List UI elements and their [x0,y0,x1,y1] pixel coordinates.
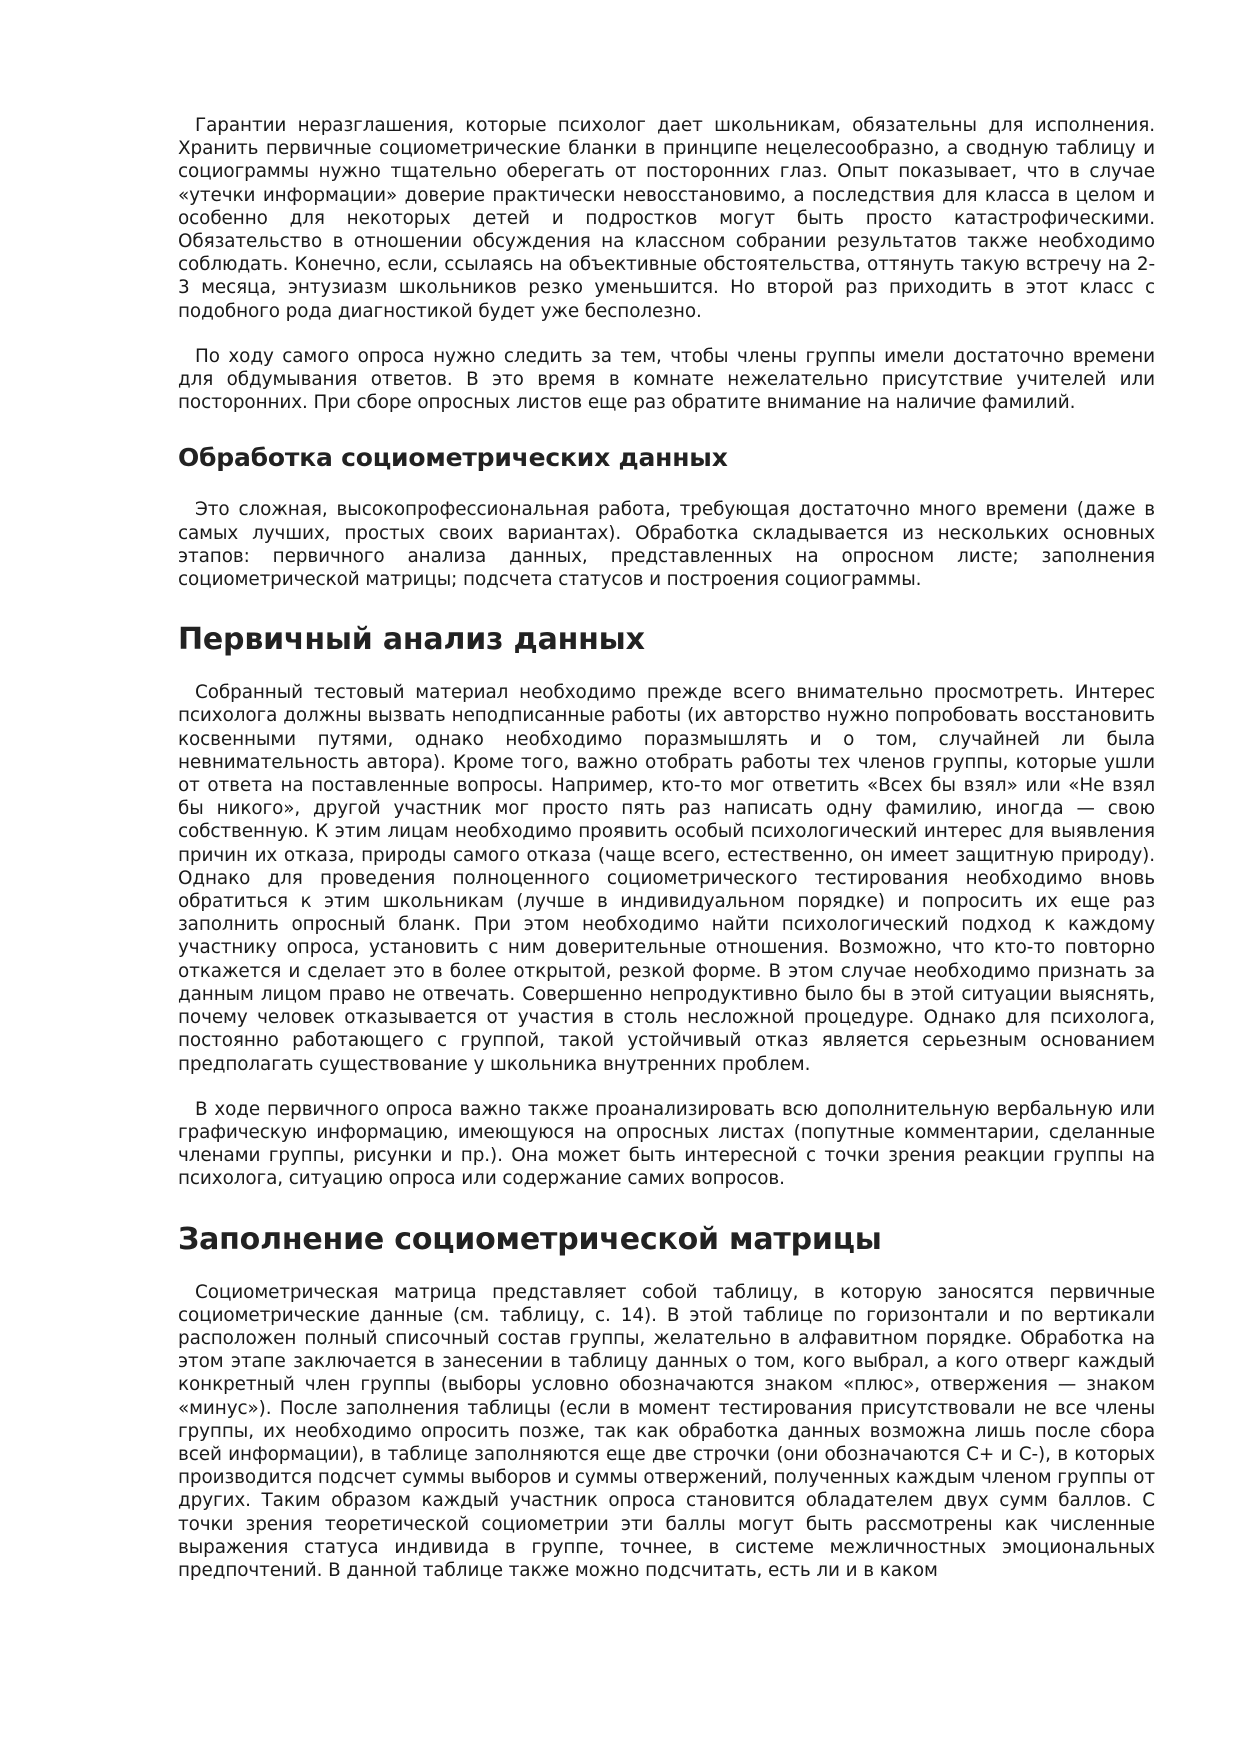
heading-processing: Обработка социометрических данных [178,443,728,473]
paragraph-matrix: Социометрическая матрица представляет собой таблицу, в которую заносятся первичные социометрические данные (см. таблицу, с. 14). В этой таблице по горизонтали и по вертикали расположен полный списочный состав группы, желательно в алфавитном порядке. Обработка на этом этапе заключается в занесении в таблицу данных о том, кого выбрал, а кого отверг каждый конкретный член группы (выборы условно обозначаются знаком «плюс», отвержения — знаком «минус»). После заполнения таблицы (если в момент тестирования присутствовали не все члены группы, их необходимо опросить позже, так как обработка данных возможна лишь после сбора всей информации), в таблице заполняются еще две строчки (они обозначаются С+ и С-), в которых производится подсчет суммы выборов и суммы отвержений, полученных каждым членом группы от других. Таким образом каждый участник опроса становится обладателем двух сумм баллов. С точки зрения теоретической социометрии эти баллы могут быть рассмотрены как численные выражения статуса индивида в группе, точнее, в системе межличностных эмоциональных предпочтений. В данной таблице также можно подсчитать, есть ли и в каком [178,1281,1155,1581]
paragraph-additional-info: В ходе первичного опроса важно также проанализировать всю дополнительную вербальную или графическую информацию, имеющуюся на опросных листах (попутные комментарии, сделанные членами группы, рисунки и пр.). Она может быть интересной с точки зрения реакции группы на психолога, ситуацию опроса или содержание самих вопросов. [178,1098,1155,1190]
paragraph-survey-process: По ходу самого опроса нужно следить за тем, чтобы члены группы имели достаточно времени для обдумывания ответов. В это время в комнате нежелательно присутствие учителей или посторонних. При сборе опросных листов еще раз обратите внимание на наличие фамилий. [178,345,1155,414]
heading-matrix: Заполнение социометрической матрицы [178,1221,882,1257]
document-page [178,114,1155,1582]
heading-primary-analysis: Первичный анализ данных [178,622,645,658]
paragraph-processing: Это сложная, высокопрофессиональная работа, требующая достаточно много времени (даже в самых лучших, простых своих вариантах). Обработка складывается из нескольких основных этапов: первичного анализа данных, представленных на опросном листе; заполнения социометрической матрицы; подсчета статусов и построения социограммы. [178,499,1155,591]
paragraph-primary-analysis: Собранный тестовый материал необходимо прежде всего внимательно просмотреть. Интерес психолога должны вызвать неподписанные работы (их авторство нужно попробовать восстановить косвенными путями, однако необходимо поразмышлять и о том, случайней ли была невнимательность автора). Кроме того, важно отобрать работы тех членов группы, которые ушли от ответа на поставленные вопросы. Например, кто-то мог ответить «Всех бы взял» или «Не взял бы никого», другой участник мог просто пять раз написать одну фамилию, иногда — свою собственную. К этим лицам необходимо проявить особый психологический интерес для выявления причин их отказа, природы самого отказа (чаще всего, естественно, он имеет защитную природу). Однако для проведения полноценного социометрического тестирования необходимо вновь обратиться к этим школьникам (лучше в индивидуальном порядке) и попросить их еще раз заполнить опросный бланк. При этом необходимо найти психологический подход к каждому участнику опроса, установить с ним доверительные отношения. Возможно, что кто-то повторно откажется и сделает это в более открытой, резкой форме. В этом случае необходимо признать за данным лицом право не отвечать. Совершенно непродуктивно было бы в этой ситуации выяснять, почему человек отказывается от участия в столь несложной процедуре. Однако для психолога, постоянно работающего с группой, такой устойчивый отказ является серьезным основанием предполагать существование у школьника внутренних проблем. [178,682,1155,1075]
paragraph-nondisclosure: Гарантии неразглашения, которые психолог дает школьникам, обязательны для исполнения. Хранить первичные социометрические бланки в принципе нецелесообразно, а сводную таблицу и социограммы нужно тщательно оберегать от посторонних глаз. Опыт показывает, что в случае «утечки информации» доверие практически невосстановимо, а последствия для класса в целом и особенно для некоторых детей и подростков могут быть просто катастрофическими. Обязательство в отношении обсуждения на классном собрании результатов также необходимо соблюдать. Конечно, если, ссылаясь на объективные обстоятельства, оттянуть такую встречу на 2-3 месяца, энтузиазм школьников резко уменьшится. Но второй раз приходить в этот класс с подобного рода диагностикой будет уже бесполезно. [178,115,1155,322]
